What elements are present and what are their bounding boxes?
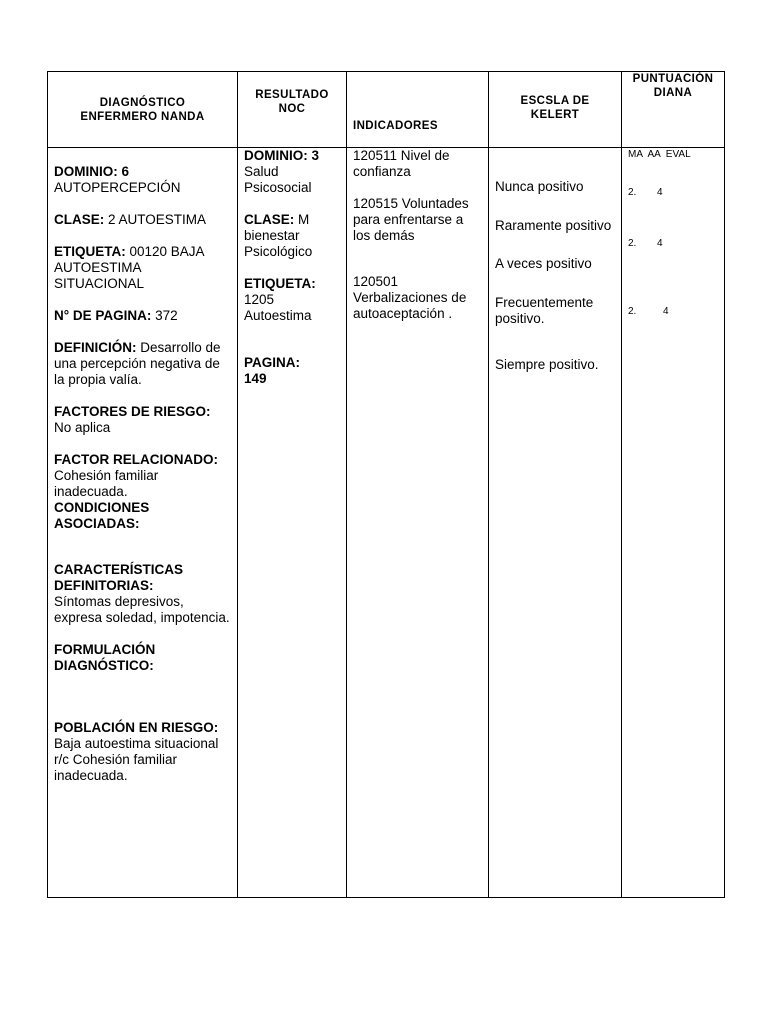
nanda-clase-value: 2 AUTOESTIMA bbox=[104, 212, 207, 227]
nanda-factores-riesgo-value: No aplica bbox=[54, 420, 111, 435]
header-indicadores-text: INDICADORES bbox=[353, 120, 438, 132]
noc-clase-value: M bienestar Psicológico bbox=[244, 212, 313, 259]
puntuacion-cell bbox=[622, 148, 725, 898]
indicador-item: 120511 Nivel de confianza bbox=[353, 148, 450, 179]
noc-dominio-value: Salud Psicosocial bbox=[244, 164, 312, 195]
header-indicadores bbox=[347, 72, 489, 148]
noc-etiqueta-label: ETIQUETA: bbox=[244, 276, 316, 291]
nanda-factor-relacionado-label: FACTOR RELACIONADO: bbox=[54, 452, 218, 467]
header-escala bbox=[489, 72, 622, 148]
puntuacion-cols: MA AA EVAL bbox=[628, 149, 691, 160]
indicador-item: 120515 Voluntades para enfrentarse a los demás bbox=[353, 196, 469, 243]
puntuacion-aa: 4 bbox=[663, 306, 669, 317]
puntuacion-ma: 2. bbox=[628, 306, 637, 317]
escala-item: Siempre positivo. bbox=[495, 357, 599, 372]
nanda-definicion bbox=[54, 340, 231, 388]
nanda-dominio-value: AUTOPERCEPCIÓN bbox=[54, 180, 181, 195]
header-puntuacion-line2: DIANA bbox=[653, 87, 693, 99]
escala-item: Nunca positivo bbox=[495, 179, 584, 194]
nanda-dominio bbox=[54, 164, 231, 196]
header-escala-line2: KELERT bbox=[530, 108, 580, 121]
nanda-factor-relacionado-value: Cohesión familiar inadecuada. bbox=[54, 468, 159, 499]
nanda-condiciones-label: CONDICIONES ASOCIADAS: bbox=[54, 500, 150, 531]
noc-dominio bbox=[244, 148, 340, 196]
nanda-factores-riesgo-label: FACTORES DE RIESGO: bbox=[54, 404, 211, 419]
nanda-poblacion bbox=[54, 720, 231, 784]
header-nanda bbox=[48, 72, 238, 148]
nanda-etiqueta-label: ETIQUETA: bbox=[54, 244, 126, 259]
puntuacion-row bbox=[628, 305, 720, 318]
nanda-poblacion-label: POBLACIÓN EN RIESGO: bbox=[54, 720, 219, 735]
puntuacion-aa: 4 bbox=[657, 187, 663, 198]
noc-pagina-value: 149 bbox=[244, 371, 267, 386]
escala-item: Raramente positivo bbox=[495, 218, 612, 233]
puntuacion-row bbox=[628, 237, 720, 250]
nanda-pagina bbox=[54, 308, 231, 324]
indicador-item: 120501 Verbalizaciones de autoaceptación . bbox=[353, 274, 467, 321]
escala-cell bbox=[489, 148, 622, 898]
nanda-formulacion-label: FORMULACIÓN DIAGNÓSTICO: bbox=[54, 642, 156, 673]
nanda-clase bbox=[54, 212, 231, 228]
puntuacion-aa: 4 bbox=[657, 238, 663, 249]
noc-etiqueta bbox=[244, 276, 340, 324]
nanda-clase-label: CLASE: bbox=[54, 212, 105, 227]
nanda-caracteristicas-label: CARACTERÍSTICAS DEFINITORIAS: bbox=[54, 562, 184, 593]
noc-clase bbox=[244, 212, 340, 260]
header-row bbox=[48, 72, 725, 148]
nanda-factores-riesgo bbox=[54, 404, 231, 436]
header-noc-line1: RESULTADO bbox=[255, 88, 329, 101]
indicadores-cell bbox=[347, 148, 489, 898]
nanda-caracteristicas-value: Síntomas depresivos, expresa soledad, impotencia. bbox=[54, 594, 230, 625]
noc-pagina bbox=[244, 355, 340, 387]
nanda-dominio-label: DOMINIO: 6 bbox=[54, 164, 130, 179]
nanda-caracteristicas bbox=[54, 562, 231, 626]
nanda-cell bbox=[48, 148, 238, 898]
noc-dominio-label: DOMINIO: 3 bbox=[244, 148, 320, 163]
escala-item: Frecuentemente positivo. bbox=[495, 295, 594, 326]
header-noc bbox=[238, 72, 347, 148]
nanda-definicion-value: Desarrollo de una percepción negativa de la propia valía. bbox=[54, 340, 221, 387]
header-escala-line1: ESCSLA DE bbox=[520, 94, 590, 107]
header-noc-line2: NOC bbox=[278, 102, 306, 115]
nanda-definicion-label: DEFINICIÓN: bbox=[54, 340, 137, 355]
nanda-poblacion-value: Baja autoestima situacional r/c Cohesión familiar inadecuada. bbox=[54, 736, 219, 783]
content-row bbox=[48, 148, 725, 898]
noc-clase-label: CLASE: bbox=[244, 212, 295, 227]
nanda-condiciones bbox=[54, 500, 231, 532]
header-nanda-line2: ENFERMERO NANDA bbox=[80, 110, 205, 123]
noc-etiqueta-value: 1205 Autoestima bbox=[244, 292, 312, 323]
nanda-pagina-label: N° DE PAGINA: bbox=[54, 308, 152, 323]
puntuacion-ma: 2. bbox=[628, 238, 637, 249]
header-puntuacion-line1: PUNTUACIÓN bbox=[632, 73, 714, 85]
header-puntuacion bbox=[622, 72, 725, 148]
nanda-formulacion bbox=[54, 642, 231, 674]
nanda-pagina-value: 372 bbox=[151, 308, 178, 323]
noc-pagina-label: PAGINA: bbox=[244, 355, 300, 370]
puntuacion-ma: 2. bbox=[628, 187, 637, 198]
care-plan-table bbox=[47, 71, 725, 898]
nanda-factor-relacionado bbox=[54, 452, 231, 500]
header-nanda-line1: DIAGNÓSTICO bbox=[99, 96, 186, 109]
nanda-etiqueta bbox=[54, 244, 231, 292]
escala-item: A veces positivo bbox=[495, 256, 592, 271]
nanda-etiqueta-value: 00120 BAJA AUTOESTIMA SITUACIONAL bbox=[54, 244, 204, 291]
noc-cell bbox=[238, 148, 347, 898]
puntuacion-row bbox=[628, 186, 720, 199]
